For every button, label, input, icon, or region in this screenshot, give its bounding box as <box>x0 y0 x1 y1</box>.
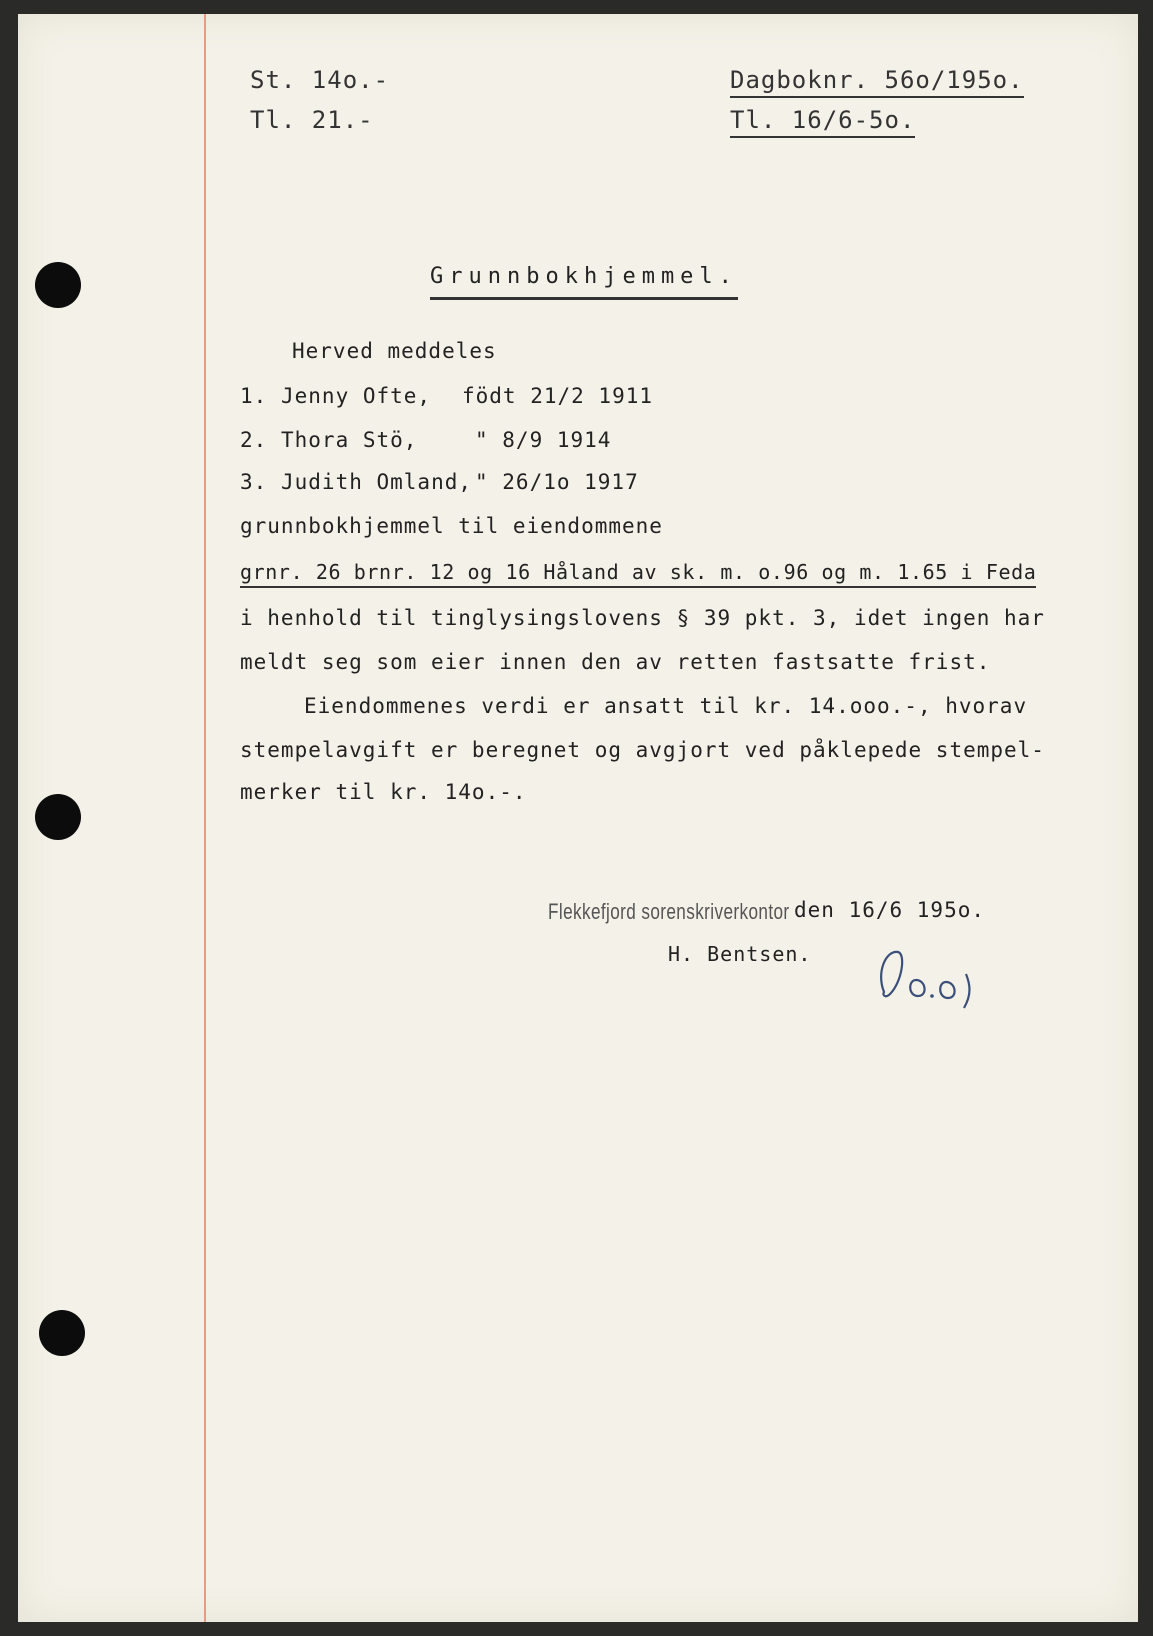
header-right-line2: Tl. 16/6-5o. <box>730 106 915 138</box>
person-birth: födt 21/2 1911 <box>462 384 654 408</box>
person-birth: " 8/9 1914 <box>475 428 612 452</box>
header-left-line1: St. 14o.- <box>250 66 390 94</box>
margin-line <box>204 14 206 1622</box>
person-number: 2. <box>240 428 268 452</box>
henhold-line: i henhold til tinglysingslovens § 39 pkt. 3, idet ingen har <box>240 606 1045 630</box>
signing-date: den 16/6 195o. <box>794 898 986 922</box>
punch-hole <box>39 1310 85 1356</box>
property-line: grnr. 26 brnr. 12 og 16 Håland av sk. m. o.96 og m. 1.65 i Feda <box>240 560 1036 588</box>
document-page <box>18 14 1138 1622</box>
header-right-line1: Dagboknr. 56o/195o. <box>730 66 1024 98</box>
person-name: Thora Stö, <box>281 428 418 452</box>
merker-line: merker til kr. 14o.-. <box>240 780 527 804</box>
punch-hole <box>35 794 81 840</box>
handwritten-initials <box>876 942 986 1012</box>
verdi-line: Eiendommenes verdi er ansatt til kr. 14.ooo.-, hvorav <box>304 694 1028 718</box>
person-number: 3. <box>240 470 268 494</box>
header-left-line2: Tl. 21.- <box>250 106 374 134</box>
person-birth: " 26/1o 1917 <box>475 470 639 494</box>
meldt-line: meldt seg som eier innen den av retten fastsatte frist. <box>240 650 991 674</box>
office-stamp: Flekkefjord sorenskriverkontor <box>548 899 790 924</box>
signer-name: H. Bentsen. <box>668 942 812 966</box>
document-title: Grunnbokhjemmel. <box>430 264 738 300</box>
person-name: Jenny Ofte, <box>281 384 432 408</box>
person-name: Judith Omland, <box>281 470 473 494</box>
person-number: 1. <box>240 384 268 408</box>
grunnbok-line: grunnbokhjemmel til eiendommene <box>240 514 663 538</box>
intro-line: Herved meddeles <box>292 339 497 363</box>
stempel-line: stempelavgift er beregnet og avgjort ved påklepede stempel- <box>240 738 1045 762</box>
punch-hole <box>35 262 81 308</box>
